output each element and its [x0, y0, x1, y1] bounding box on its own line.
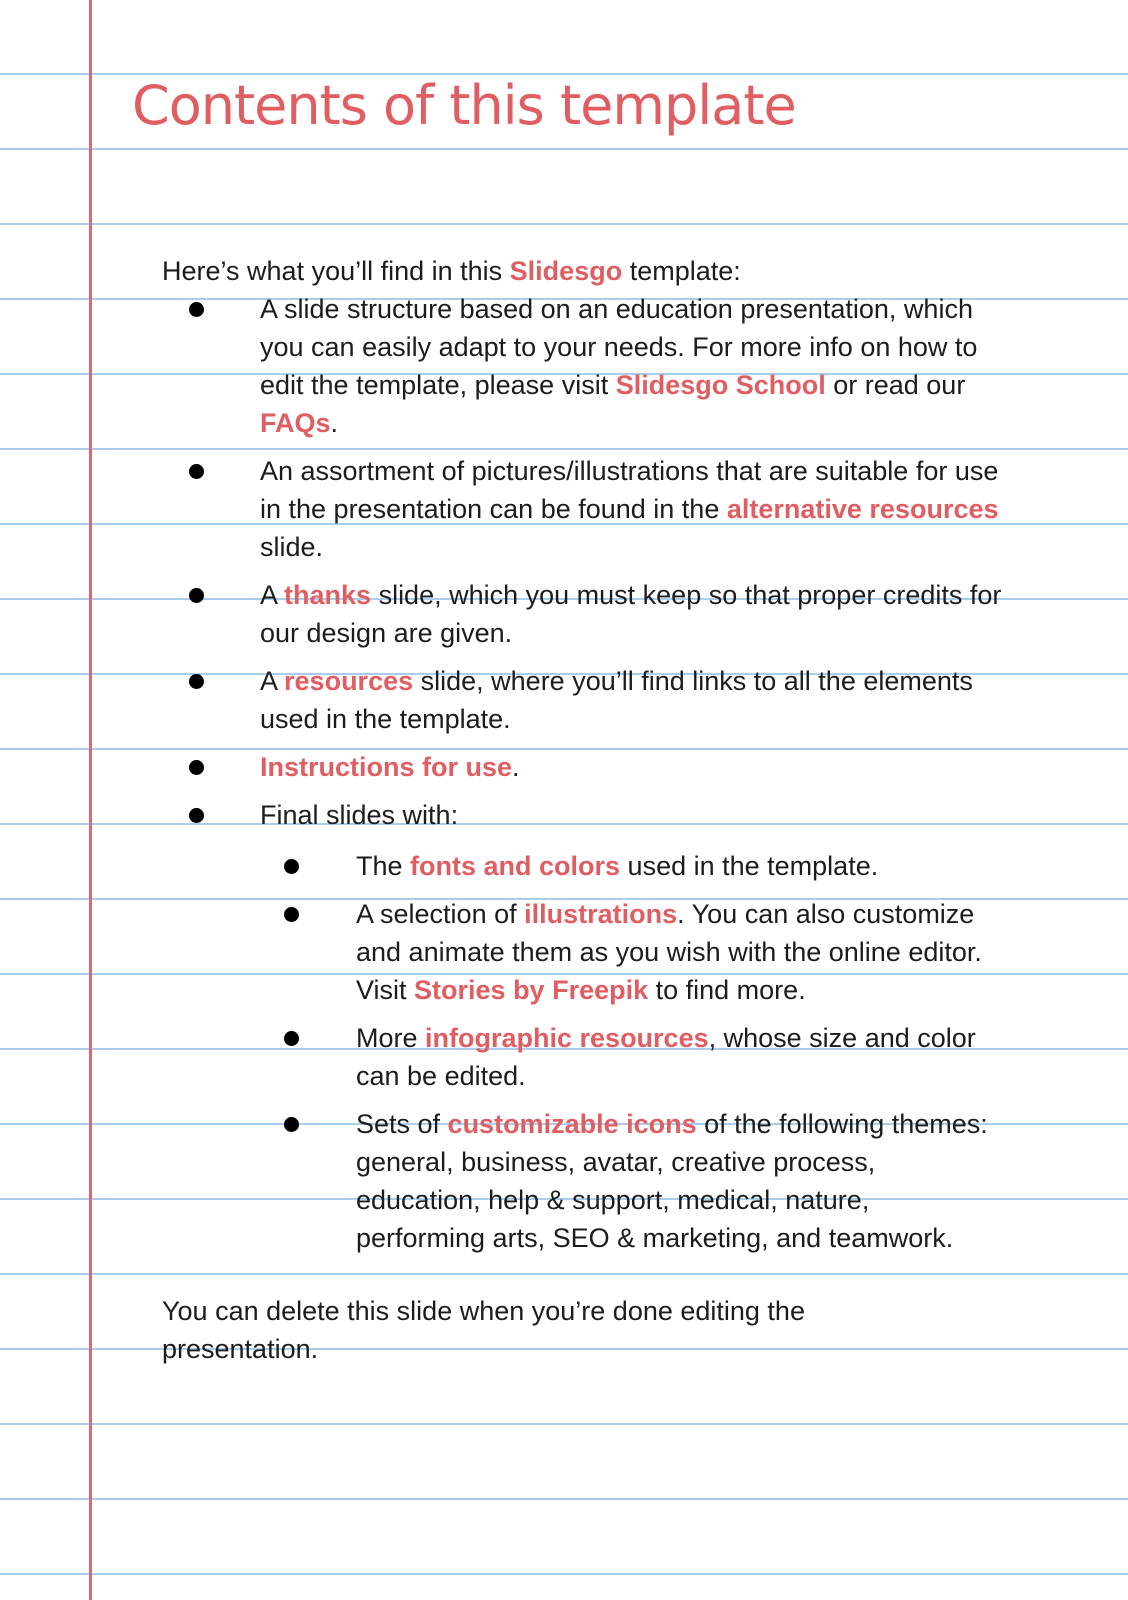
- bullet-icon: [189, 464, 204, 479]
- bullet-icon: [189, 674, 204, 689]
- list-item: A slide structure based on an education presentation, which you can easily adapt to your needs. For more info on how to edit the template, please visit Slidesgo School or read our FAQs.: [162, 290, 1002, 442]
- infographic-resources-link[interactable]: infographic resources: [425, 1023, 709, 1053]
- bullet-icon: [189, 588, 204, 603]
- list-item: A thanks slide, which you must keep so that proper credits for our design are given.: [162, 576, 1002, 652]
- page-title: Contents of this template: [132, 74, 796, 137]
- bullet-icon: [284, 859, 299, 874]
- sublist-item: The fonts and colors used in the template.: [162, 847, 1002, 885]
- list-item: Final slides with: The fonts and colors used in the template. A selection of illustrations. You can also customize and animate them as you wish with the online editor. Visit Stories by Freepik to find more. More infographic resources, whose size and color can be edited. Sets of customizable icons of the following themes: general, business, avatar, creative process, education, help & support, medical, nature, performing arts, SEO & marketing, and teamwork.: [162, 796, 1002, 1257]
- bullet-icon: [284, 1117, 299, 1132]
- sublist-item: Sets of customizable icons of the following themes: general, business, avatar, creative process, education, help & support, medical, nature, performing arts, SEO & marketing, and teamwork.: [162, 1105, 1002, 1257]
- resources-link[interactable]: resources: [284, 666, 414, 696]
- outro-text: You can delete this slide when you’re done editing the presentation.: [162, 1296, 805, 1364]
- bullet-icon: [284, 907, 299, 922]
- faqs-link[interactable]: FAQs: [260, 408, 331, 438]
- notebook-margin-line: [89, 0, 92, 1600]
- bullet-icon: [189, 808, 204, 823]
- sublist-item: More infographic resources, whose size and color can be edited.: [162, 1019, 1002, 1095]
- list-item: An assortment of pictures/illustrations that are suitable for use in the presentation can be found in the alternative resources slide.: [162, 452, 1002, 566]
- alternative-resources-link[interactable]: alternative resources: [726, 494, 999, 524]
- customizable-icons-link[interactable]: customizable icons: [447, 1109, 697, 1139]
- fonts-and-colors-link[interactable]: fonts and colors: [410, 851, 621, 881]
- list-item: Instructions for use.: [162, 748, 1002, 786]
- slidesgo-school-link[interactable]: Slidesgo School: [615, 370, 826, 400]
- illustrations-link[interactable]: illustrations: [524, 899, 678, 929]
- contents-list: [162, 290, 1002, 1257]
- slidesgo-link[interactable]: Slidesgo: [509, 256, 623, 286]
- content-body: [162, 252, 1002, 1368]
- sublist-item: A selection of illustrations. You can also customize and animate them as you wish with the online editor. Visit Stories by Freepik to find more.: [162, 895, 1002, 1009]
- bullet-icon: [189, 760, 204, 775]
- bullet-icon: [189, 302, 204, 317]
- list-item: A resources slide, where you’ll find links to all the elements used in the template.: [162, 662, 1002, 738]
- stories-by-freepik-link[interactable]: Stories by Freepik: [414, 975, 649, 1005]
- thanks-link[interactable]: thanks: [284, 580, 372, 610]
- intro-text: Here’s what you’ll find in this Slidesgo template:: [162, 256, 741, 286]
- final-slides-sublist: [260, 847, 1002, 1257]
- instructions-link[interactable]: Instructions for use: [260, 752, 513, 782]
- bullet-icon: [284, 1031, 299, 1046]
